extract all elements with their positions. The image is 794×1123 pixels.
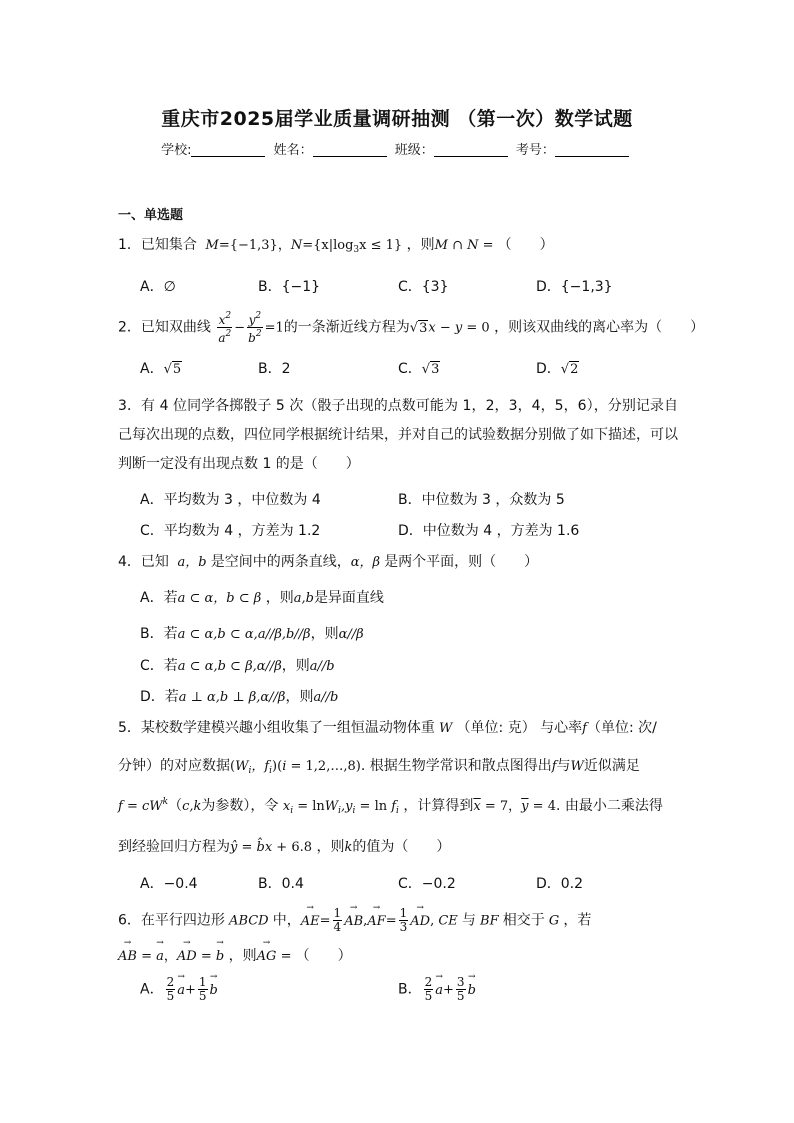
question-6-line-2: → AB = → a，→ AD = → b ，则→ AG = （ ） — [118, 945, 352, 965]
q4-option-a[interactable]: A．若a ⊂ α，b ⊂ β ，则a,b是异面直线 — [140, 590, 384, 606]
q2-tail: ，则该双曲线的离心率为（ ） — [494, 319, 705, 336]
q1-option-d[interactable]: D．{−1,3} — [536, 279, 613, 295]
q2-stem: 2．已知双曲线 — [118, 319, 211, 336]
q1-option-b[interactable]: B．{−1} — [258, 279, 321, 295]
question-4: 4．已知 a，b 是空间中的两条直线，α，β 是两个平面，则（ ） — [118, 554, 539, 570]
name-blank[interactable] — [313, 142, 387, 157]
class-blank[interactable] — [434, 142, 508, 157]
name-label: 姓名： — [273, 143, 313, 158]
school-blank[interactable] — [191, 142, 265, 157]
question-2: 2．已知双曲线 $\frac{x^2}{a^2}$ − $\frac{y^2}{b^2}$ =1的一条渐近线方程为√3x − y = 0 ，则该双曲线的离心率为（ ） — [118, 311, 705, 345]
q1-ask: ，则 — [406, 237, 435, 253]
page-title: 重庆市2025届学业质量调研抽测 （第一次）数学试题 — [161, 108, 633, 130]
q5-option-c[interactable]: C．−0.2 — [398, 876, 456, 892]
question-3: 3．有 4 位同学各掷骰子 5 次（骰子出现的点数可能为 1，2，3，4，5，6），分别记录自己每次出现的点数，四位同学根据统计结果，并对自己的试验数据分别做了如下描述，可以判断一定没有出现点数 1 的是（ ） — [118, 398, 678, 472]
q1-set-m: M — [201, 238, 219, 253]
q1-option-a[interactable]: A．∅ — [140, 279, 176, 295]
q1-stem: 1．已知集合 — [118, 237, 197, 253]
q5-option-a[interactable]: A．−0.4 — [140, 876, 198, 892]
section-heading: 一、单选题 — [118, 208, 184, 223]
question-5-line-2: 分钟）的对应数据($W_i$，$f_i)(i$ = 1,2,…,8). 根据生物学常识和散点图得出f与W近似满足 — [118, 758, 640, 776]
q4-stem: 4．已知 — [118, 554, 169, 570]
school-label: 学校: — [161, 143, 192, 158]
number-blank[interactable] — [555, 142, 629, 157]
q4-option-c[interactable]: C．若a ⊂ α,b ⊂ β,α//β，则a//b — [140, 658, 335, 674]
q3-option-b[interactable]: B．中位数为 3 ，众数为 5 — [398, 492, 565, 508]
q1-paren: （ ） — [497, 237, 554, 253]
q1-option-c[interactable]: C．{3} — [398, 279, 449, 295]
class-label: 班级： — [394, 143, 434, 158]
q2-option-a[interactable]: A．√5 — [140, 361, 182, 377]
q6-option-b[interactable]: B． $\frac{2}{5}$ → a+ $\frac{3}{5}$ → b — [398, 976, 476, 1003]
q4-mid2: 是两个平面，则（ ） — [384, 554, 539, 570]
q3-option-d[interactable]: D．中位数为 4 ，方差为 1.6 — [398, 523, 580, 539]
student-info-line — [0, 139, 794, 158]
q5-option-b[interactable]: B．0.4 — [258, 876, 304, 892]
q3-option-a[interactable]: A．平均数为 3 ，中位数为 4 — [140, 492, 321, 508]
question-5-line-4: 到经验回归方程为ŷ = b̂x + 6.8 ，则k的值为（ ） — [118, 839, 451, 855]
q4-option-b[interactable]: B．若a ⊂ α,b ⊂ α,a//β,b//β，则α//β — [140, 626, 364, 642]
q3-option-c[interactable]: C．平均数为 4 ，方差为 1.2 — [140, 523, 321, 539]
question-5-line-3: $f = cW^k(c,k$为参数），令 $x_i = \ln W_i,y_i = \ln f_i$ ，计算得到$\overline{x} = 7$，$\overline{y} = 4$. 由最小二乘法得 — [118, 797, 663, 816]
question-5-line-1: 5．某校数学建模兴趣小组收集了一组恒温动物体重 W （单位: 克） 与心率f（单位: 次/ — [118, 720, 657, 736]
question-1: 1．已知集合 M={−1,3}，$N=\{x|\log_3x \le 1\}$ ，则M ∩ N = （ ） — [118, 237, 554, 255]
q2-mid: 的一条渐近线方程为 — [283, 319, 410, 336]
number-label: 考号： — [515, 143, 555, 158]
q4-mid1: 是空间中的两条直线， — [210, 554, 351, 570]
q4-option-d[interactable]: D．若a ⊥ α,b ⊥ β,α//β，则a//b — [140, 689, 339, 705]
q6-option-a[interactable]: A． $\frac{2}{5}$ → a+ $\frac{1}{5}$ → b — [140, 976, 218, 1003]
q2-option-b[interactable]: B．2 — [258, 361, 291, 377]
question-6-line-1: 6．在平行四边形 ABCD 中，→ AE= $\frac{1}{4}$ → AB,→ AF= $\frac{1}{3}$ → AD, CE 与 BF 相交于 G ，若 — [118, 907, 591, 934]
q2-option-c[interactable]: C．√3 — [398, 361, 440, 377]
q2-option-d[interactable]: D．√2 — [536, 361, 579, 377]
q5-option-d[interactable]: D．0.2 — [536, 876, 584, 892]
